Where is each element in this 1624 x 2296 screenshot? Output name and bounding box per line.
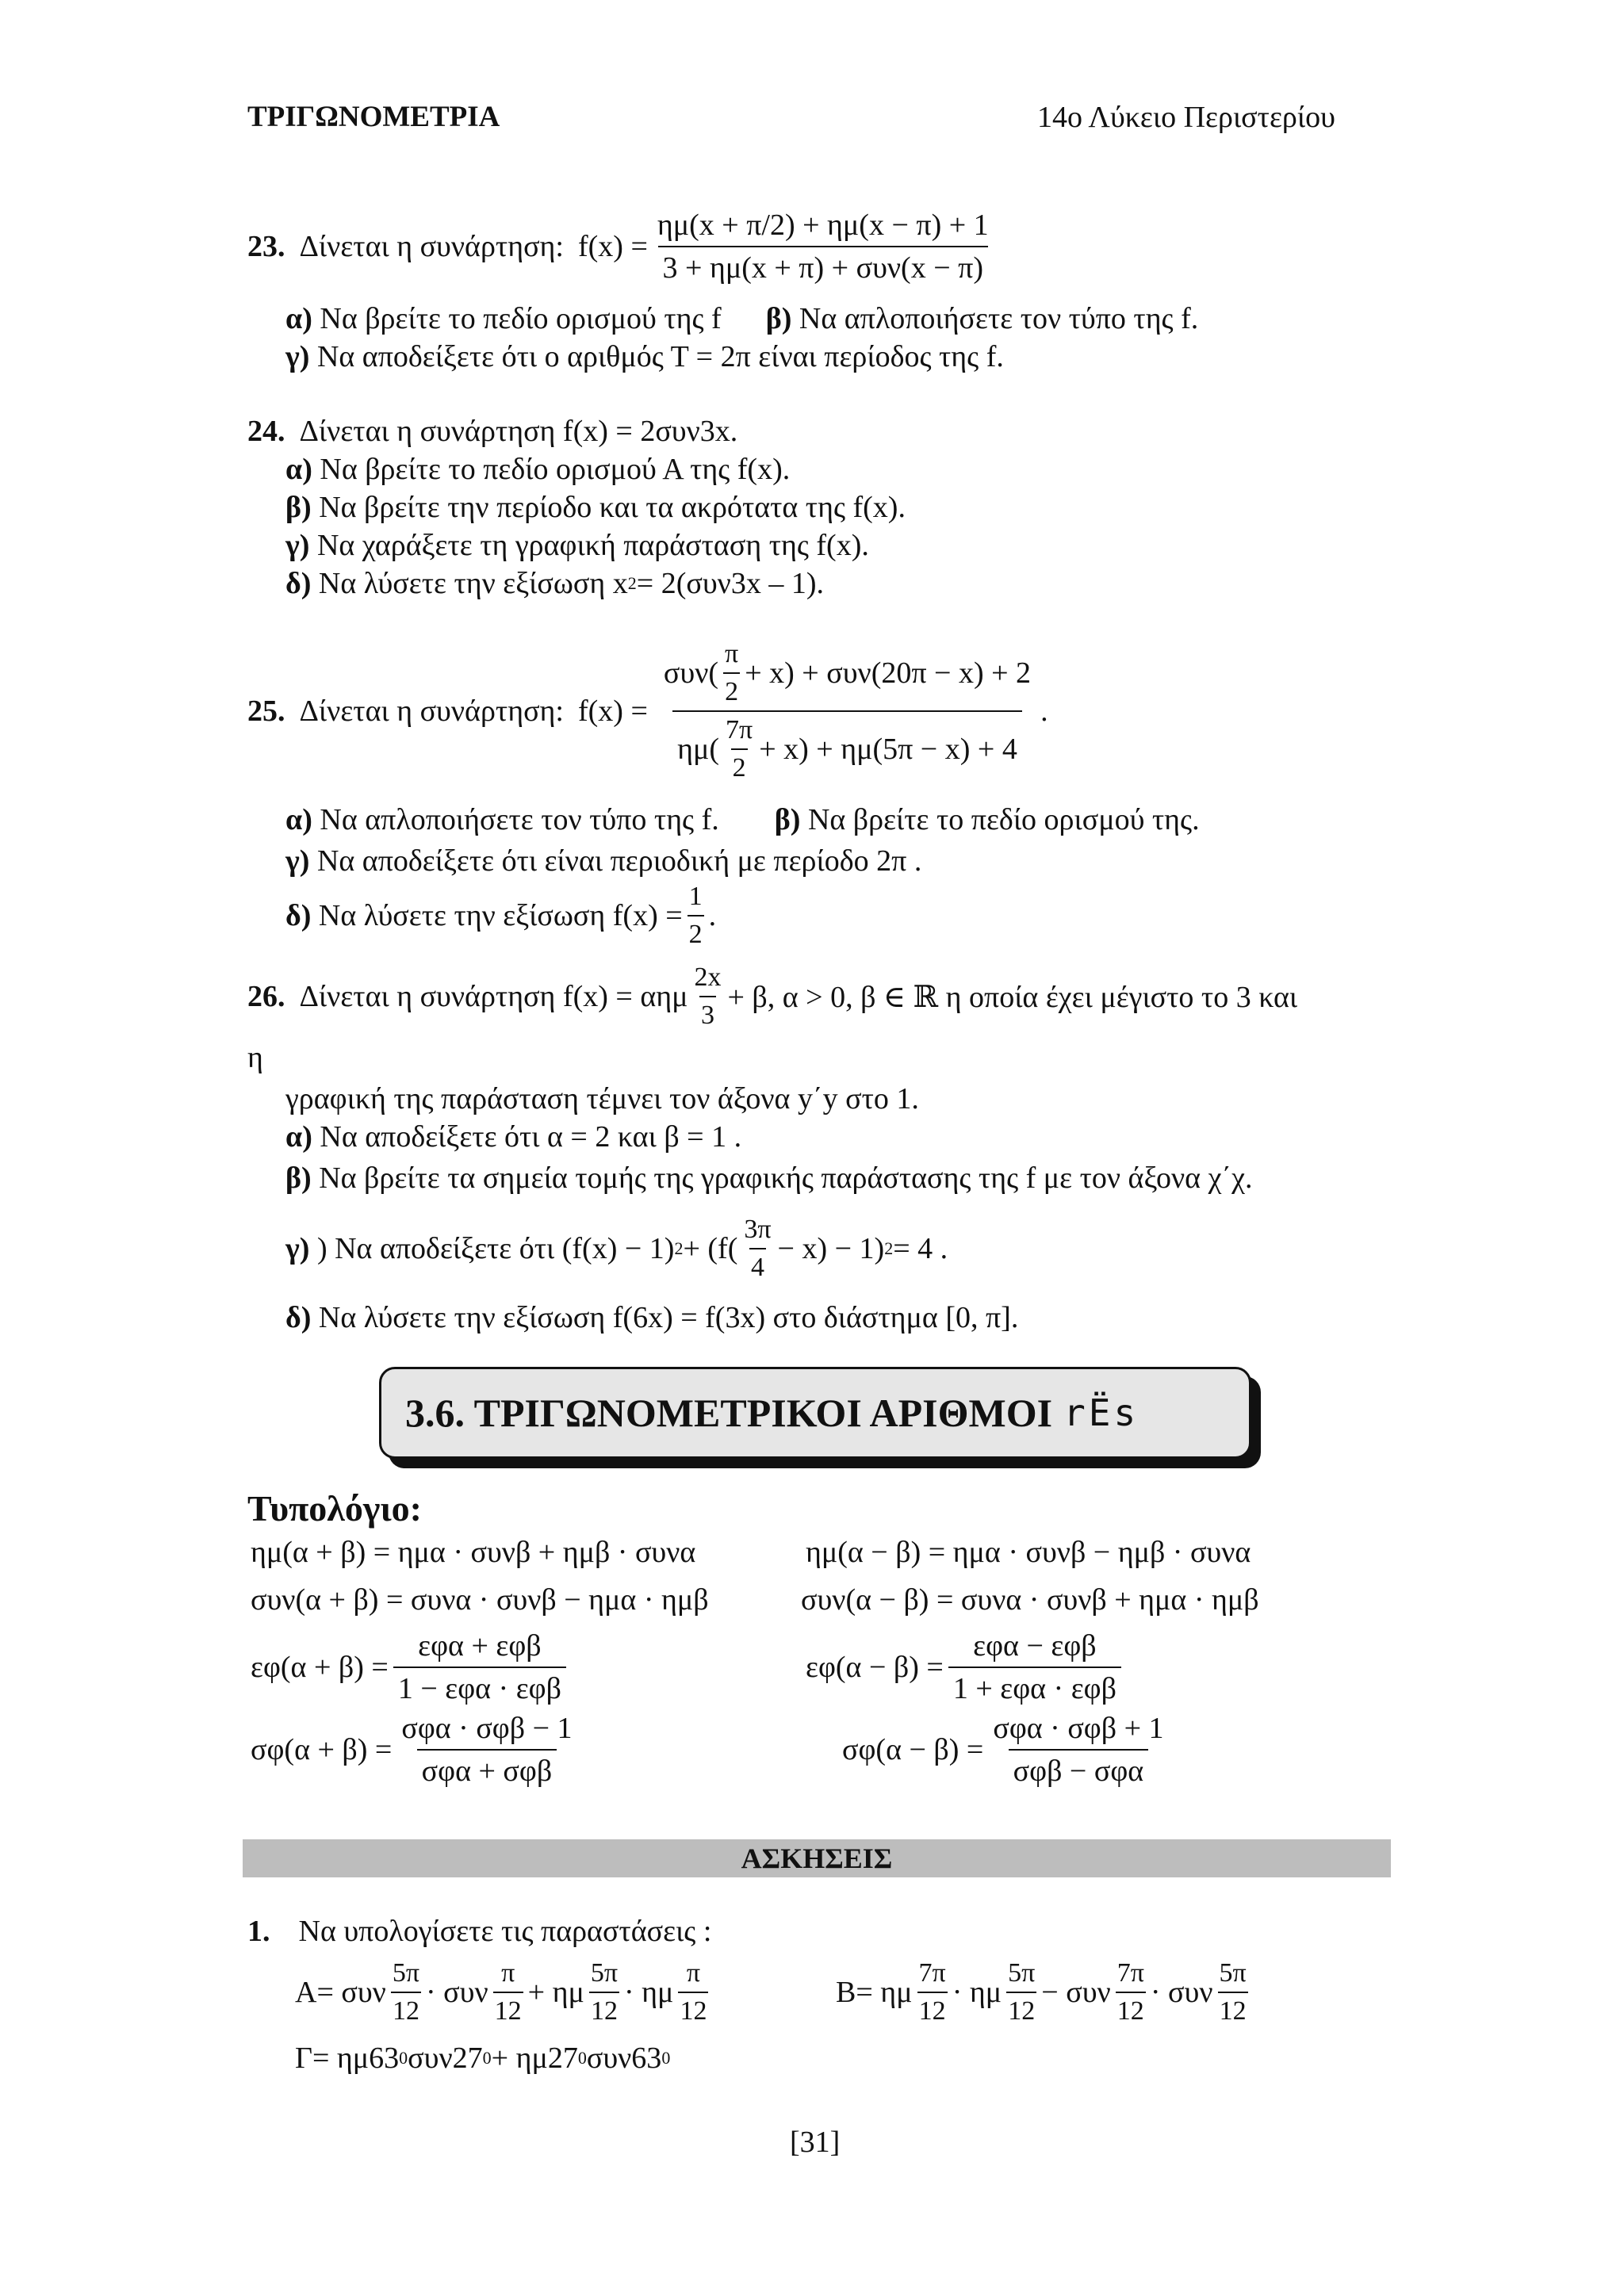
ex25-intro: Δίνεται η συνάρτηση: (299, 695, 564, 728)
ex1-a-m1: · συν (426, 1976, 488, 2009)
ex1-expression-g (295, 2041, 670, 2076)
tan-plus-frac (393, 1628, 566, 1706)
formula-sin-minus: ημ(α − β) = ημα · συνβ − ημβ · συνα (806, 1536, 1251, 1569)
ex25-den-frac-d: 2 (731, 748, 748, 783)
ex26-c-frac-n: 3π (744, 1215, 772, 1244)
ex1-b-frac4 (1218, 1958, 1248, 2026)
ex24-number: 24. (247, 415, 285, 448)
ex1-a-f2d: 12 (493, 1992, 523, 2026)
ex1-a-f4n: π (686, 1958, 701, 1988)
ex1-a-f3n: 5π (590, 1958, 619, 1988)
ex25-d-text: Να λύσετε την εξίσωση f(x) = (318, 899, 683, 932)
ex23-ab (285, 301, 1198, 336)
formula-tan-plus (251, 1628, 571, 1706)
ex1-b-frac1 (917, 1958, 948, 2026)
ex25-num-frac-n: π (725, 639, 739, 668)
ex26-b-text: Να βρείτε τα σημεία τομής της γραφικής παράστασης της f με τον άξονα χ΄χ. (319, 1161, 1253, 1195)
ex1-g-s3: 0 (577, 2048, 587, 2068)
ex1-b-f3n: 7π (1116, 1958, 1144, 1988)
ex26-b (285, 1161, 1252, 1196)
ex1-b-frac2 (1006, 1958, 1036, 2026)
typologio-heading: Τυπολόγιο: (247, 1488, 423, 1529)
ex23-number: 23. (247, 230, 285, 263)
ex25-num-frac-d: 2 (723, 672, 740, 707)
ex25-statement (247, 639, 1048, 783)
ex23-a-text: Να βρείτε το πεδίο ορισμού της f (320, 302, 722, 335)
ex23-b-text: Να απλοποιήσετε τον τύπο της f. (799, 302, 1199, 335)
ex24-d-text-post: = 2(συν3x – 1). (636, 567, 824, 600)
cot-minus-lhs: σφ(α − β) = (842, 1733, 984, 1766)
ex1-a-f2n: π (501, 1958, 515, 1988)
ex25-den-frac (724, 715, 754, 783)
ex24-c (285, 528, 869, 563)
ex25-num-a: συν( (663, 656, 719, 690)
ex25-f: f(x) = (577, 695, 648, 728)
ex26-c-frac-d: 4 (749, 1248, 766, 1283)
ex1-b-f1d: 12 (917, 1992, 948, 2026)
ex23-a-label: α) (285, 302, 312, 335)
tan-plus-num: εφα + εφβ (418, 1629, 542, 1663)
ex26-intro: Δίνεται η συνάρτηση f(x) = αημ (299, 980, 688, 1013)
ex26-a-label: α) (285, 1120, 312, 1154)
ex25-numerator (659, 639, 1036, 710)
ex23-denominator: 3 + ημ(x + π) + συν(x − π) (658, 246, 988, 285)
ex1-a-f1d: 12 (391, 1992, 421, 2026)
ex1-a-frac1 (391, 1958, 421, 2026)
header-school: 14ο Λύκειο Περιστερίου (1037, 101, 1335, 134)
formula-cos-plus: συν(α + β) = συνα · συνβ − ημα · ημβ (251, 1583, 709, 1617)
ex25-c (285, 844, 921, 878)
ex1-g-s2: 0 (482, 2048, 492, 2068)
cot-plus-frac (396, 1711, 576, 1789)
ex26-c-sup1: 2 (674, 1238, 684, 1258)
ex26-d (285, 1300, 1018, 1335)
ex26-d-label: δ) (285, 1301, 312, 1334)
ex26-c-mid: + (f( (683, 1232, 738, 1265)
ex1-b-m2: − συν (1041, 1976, 1111, 2009)
ex25-d-frac-d: 2 (688, 915, 704, 950)
section-header (379, 1367, 1251, 1459)
ex24-a-text: Να βρείτε το πεδίο ορισμού Α της f(x). (320, 453, 791, 486)
ex1-b-m3: · συν (1150, 1976, 1213, 2009)
ex26-number: 26. (247, 980, 285, 1013)
cot-plus-lhs: σφ(α + β) = (251, 1733, 393, 1766)
ex23-c-label: γ) (285, 340, 310, 373)
ex26-a-text: Να αποδείξετε ότι α = 2 και β = 1 . (320, 1120, 742, 1154)
ex25-end: . (1040, 695, 1048, 728)
tan-minus-lhs: εφ(α − β) = (806, 1651, 944, 1684)
ex24-a (285, 452, 790, 487)
ex1-a-frac3 (589, 1958, 619, 2026)
ex24-d-text: Να λύσετε την εξίσωση x (318, 567, 628, 600)
tan-minus-den: 1 + εφα · εφβ (948, 1667, 1121, 1706)
ex23-c (285, 339, 1004, 374)
ex1-a-m3: · ημ (624, 1976, 674, 2009)
ex23-b-label: β) (765, 302, 792, 335)
cot-plus-num: σφα · σφβ − 1 (401, 1712, 573, 1745)
cot-minus-num: σφα · σφβ + 1 (993, 1712, 1164, 1745)
tan-minus-frac (948, 1628, 1121, 1706)
formula-sin-plus: ημ(α + β) = ημα · συνβ + ημβ · συνα (251, 1536, 696, 1569)
ex25-den-frac-n: 7π (726, 715, 753, 744)
ex1-b-f1n: 7π (918, 1958, 946, 1988)
ex24-statement (247, 414, 737, 449)
ex23-f: f(x) = (577, 230, 648, 263)
ex26-cont: γραφική της παράσταση τέμνει τον άξονα y΄y στο 1. (285, 1082, 919, 1115)
ex1-a-f4d: 12 (678, 1992, 708, 2026)
ex1-a-frac4 (678, 1958, 708, 2026)
ex25-number: 25. (247, 695, 285, 728)
ex24-c-label: γ) (285, 529, 310, 562)
section-suffix: rËs (1063, 1391, 1139, 1434)
ex1-g-s1: 0 (399, 2048, 408, 2068)
ex25-d (285, 882, 716, 950)
ex25-b-text: Να βρείτε το πεδίο ορισμού της. (807, 803, 1200, 836)
ex26-c-label: γ) (285, 1232, 310, 1265)
ex25-ab (285, 802, 1200, 837)
tan-plus-lhs: εφ(α + β) = (251, 1651, 389, 1684)
ex1-b-f4d: 12 (1218, 1992, 1248, 2026)
cot-minus-den: σφβ − σφα (1009, 1749, 1149, 1789)
ex25-num-frac (723, 639, 740, 707)
ex1-g-m1: συν27 (408, 2042, 483, 2075)
ex24-d (285, 566, 824, 601)
ex25-d-frac-n: 1 (688, 882, 703, 911)
tan-plus-den: 1 − εφα · εφβ (393, 1667, 566, 1706)
ex25-c-label: γ) (285, 844, 310, 878)
ex26-d-text: Να λύσετε την εξίσωση f(6x) = f(3x) στο διάστημα [0, π]. (318, 1301, 1019, 1334)
ex24-b (285, 490, 906, 525)
ex26-frac-d: 3 (699, 996, 716, 1031)
ex25-fraction (659, 639, 1036, 783)
section-title: 3.6. ΤΡΙΓΩΝΟΜΕΤΡΙΚΟΙ ΑΡΙΘΜΟΙ (405, 1391, 1053, 1435)
ex26-a (285, 1119, 741, 1154)
ex25-den-b: + x) + ημ(5π − x) + 4 (759, 733, 1017, 766)
ex24-b-text: Να βρείτε την περίοδο και τα ακρότατα της f(x). (319, 491, 906, 524)
ex23-statement (247, 208, 998, 285)
ex25-b-label: β) (774, 803, 801, 836)
ex1-statement (247, 1914, 711, 1949)
ex24-d-sup: 2 (627, 573, 637, 593)
tan-minus-num: εφα − εφβ (973, 1629, 1097, 1663)
ex1-b-lhs: Β= ημ (836, 1976, 913, 2009)
ex26-c-frac (742, 1215, 772, 1283)
ex1-b-f3d: 12 (1116, 1992, 1146, 2026)
formula-cos-minus: συν(α − β) = συνα · συνβ + ημα · ημβ (801, 1583, 1259, 1617)
exercises-bar: ΑΣΚΗΣΕΙΣ (243, 1839, 1391, 1877)
ex1-b-f2n: 5π (1008, 1958, 1036, 1988)
ex26-c-post: − x) − 1) (777, 1232, 885, 1265)
ex25-a-text: Να απλοποιήσετε τον τύπο της f. (320, 803, 719, 836)
ex26-frac-n: 2x (694, 962, 722, 992)
ex1-g-m2: + ημ27 (491, 2042, 578, 2075)
ex25-d-frac (688, 882, 704, 950)
ex1-g-s4: 0 (661, 2048, 671, 2068)
header-title: ΤΡΙΓΩΝΟΜΕΤΡΙΑ (247, 101, 500, 133)
ex24-intro: Δίνεται η συνάρτηση f(x) = 2συν3x. (299, 415, 738, 448)
ex1-a-f3d: 12 (589, 1992, 619, 2026)
ex26-statement (247, 962, 1297, 1031)
ex23-fraction (653, 208, 994, 285)
ex26-c (285, 1215, 948, 1283)
ex24-d-label: δ) (285, 567, 312, 600)
ex23-c-text: Να αποδείξετε ότι ο αριθμός Τ = 2π είναι περίοδος της f. (316, 340, 1004, 373)
ex1-expression-b (836, 1958, 1253, 2026)
ex25-den-a: ημ( (677, 733, 720, 766)
ex1-number: 1. (247, 1915, 270, 1948)
ex23-numerator: ημ(x + π/2) + ημ(x − π) + 1 (657, 209, 989, 242)
ex24-c-text: Να χαράξετε τη γραφική παράσταση της f(x). (316, 529, 869, 562)
ex25-c-text: Να αποδείξετε ότι είναι περιοδική με περίοδο 2π . (316, 844, 922, 878)
ex23-intro: Δίνεται η συνάρτηση: (299, 230, 564, 263)
ex1-b-f4n: 5π (1219, 1958, 1247, 1988)
ex25-d-end: . (708, 899, 717, 932)
ex26-b-label: β) (285, 1161, 312, 1195)
ex25-denominator (672, 710, 1022, 783)
cot-minus-frac (988, 1711, 1168, 1789)
ex1-expression-a (295, 1958, 713, 2026)
formula-tan-minus (806, 1628, 1126, 1706)
ex25-d-label: δ) (285, 899, 312, 932)
ex26-c-end: = 4 . (893, 1232, 948, 1265)
ex25-a-label: α) (285, 803, 312, 836)
ex26-eta: η (247, 1041, 263, 1074)
ex25-num-b: + x) + συν(20π − x) + 2 (745, 656, 1032, 690)
ex1-a-m2: + ημ (527, 1976, 584, 2009)
ex1-b-frac3 (1116, 1958, 1146, 2026)
ex24-a-label: α) (285, 453, 312, 486)
ex24-b-label: β) (285, 491, 312, 524)
ex1-g-pre: Γ= ημ63 (295, 2042, 400, 2075)
ex1-g-m3: συν63 (586, 2042, 662, 2075)
ex26-frac (692, 962, 722, 1031)
formula-cot-minus (842, 1711, 1174, 1789)
formula-cot-plus (251, 1711, 582, 1789)
ex1-b-m1: · ημ (952, 1976, 1002, 2009)
ex26-intro-post: + β, α > 0, β ∈ ℝ η οποία έχει μέγιστο το 3 και (727, 980, 1298, 1014)
ex26-c-sup2: 2 (884, 1238, 894, 1258)
ex26-c-text: ) Να αποδείξετε ότι (f(x) − 1) (316, 1232, 675, 1265)
cot-plus-den: σφα + σφβ (417, 1749, 557, 1789)
page-number: [31] (790, 2126, 841, 2159)
ex1-intro: Να υπολογίσετε τις παραστάσεις : (298, 1915, 712, 1948)
ex1-a-lhs: Α= συν (295, 1976, 386, 2009)
ex1-a-f1n: 5π (392, 1958, 420, 1988)
ex1-a-frac2 (493, 1958, 523, 2026)
ex1-b-f2d: 12 (1006, 1992, 1036, 2026)
